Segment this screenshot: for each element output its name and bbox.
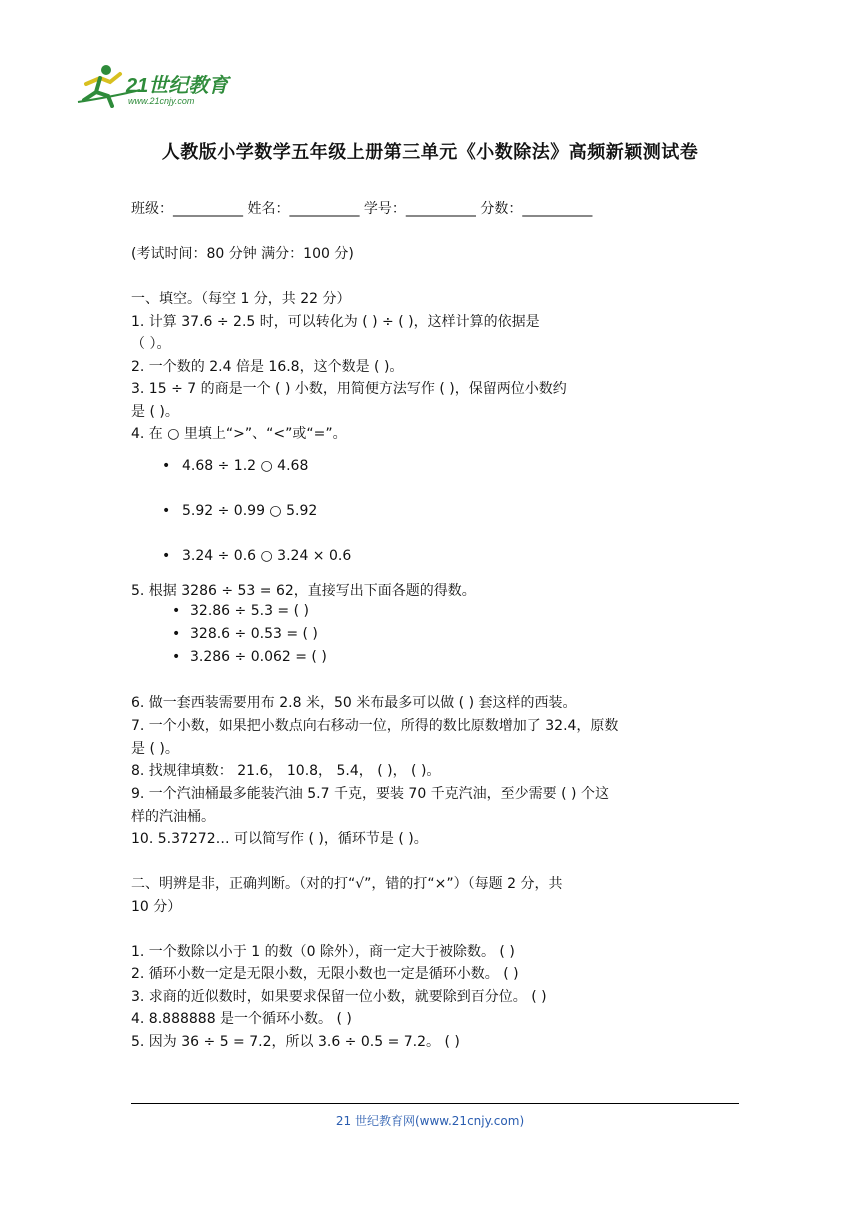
judge-item: 2. 循环小数一定是无限小数，无限小数也一定是循环小数。 ( ) [131, 966, 519, 982]
bullet-icon: • [162, 503, 171, 519]
site-logo [76, 62, 256, 108]
q1-line1: 1. 计算 37.6 ÷ 2.5 时，可以转化为 ( ) ÷ ( )，这样计算的依据是 [131, 314, 540, 330]
q4-item: • 5.92 ÷ 0.99 ○ 5.92 [162, 503, 318, 519]
q4-item: • 4.68 ÷ 1.2 ○ 4.68 [162, 458, 309, 474]
footer-link[interactable]: 21 世纪教育网(www.21cnjy.com) [335, 1114, 525, 1128]
judge-item: 3. 求商的近似数时，如果要求保留一位小数，就要除到百分位。 ( ) [131, 989, 547, 1005]
q1-line2: （ ）。 [131, 336, 171, 352]
q3-line1: 3. 15 ÷ 7 的商是一个 ( ) 小数，用简便方法写作 ( )，保留两位小数约 [131, 381, 567, 397]
q6: 6. 做一套西装需要用布 2.8 米，50 米布最多可以做 ( ) 套这样的西装。 [131, 695, 577, 711]
bullet-icon: • [162, 458, 171, 474]
q9-line1: 9. 一个汽油桶最多能装汽油 5.7 千克，要装 70 千克汽油，至少需要 ( ) 个这 [131, 786, 609, 802]
runner-logo-icon [76, 62, 256, 108]
q5-item: • 32.86 ÷ 5.3 = ( ) [172, 603, 309, 619]
logo-text: 21世纪教育 [126, 75, 229, 97]
q7-line1: 7. 一个小数，如果把小数点向右移动一位，所得的数比原数增加了 32.4，原数 [131, 718, 619, 734]
judge-item: 4. 8.888888 是一个循环小数。 ( ) [131, 1011, 352, 1027]
q4: 4. 在 ○ 里填上“>”、“<”或“=”。 [131, 426, 347, 442]
logo-url: www.21cnjy.com [128, 96, 195, 106]
exam-title: 人教版小学数学五年级上册第三单元《小数除法》高频新颖测试卷 [161, 142, 699, 163]
exam-info: (考试时间：80 分钟 满分：100 分) [131, 246, 354, 262]
q7-line2: 是 ( )。 [131, 741, 179, 757]
footer-divider [131, 1103, 739, 1104]
q9-line2: 样的汽油桶。 [131, 809, 215, 825]
judge-item: 5. 因为 36 ÷ 5 = 7.2，所以 3.6 ÷ 0.5 = 7.2。 ( ) [131, 1034, 460, 1050]
section2-heading-line2: 10 分） [131, 899, 182, 915]
q5-item: • 328.6 ÷ 0.53 = ( ) [172, 626, 318, 642]
bullet-icon: • [172, 626, 181, 642]
bullet-icon: • [172, 649, 181, 665]
bullet-icon: • [162, 548, 171, 564]
q2: 2. 一个数的 2.4 倍是 16.8，这个数是 ( )。 [131, 359, 404, 375]
q10: 10. 5.37272… 可以简写作 ( )，循环节是 ( )。 [131, 831, 428, 847]
q3-line2: 是 ( )。 [131, 404, 179, 420]
section1-heading: 一、填空。（每空 1 分，共 22 分） [131, 291, 351, 307]
q5: 5. 根据 3286 ÷ 53 = 62，直接写出下面各题的得数。 [131, 583, 476, 599]
q4-item: • 3.24 ÷ 0.6 ○ 3.24 × 0.6 [162, 548, 352, 564]
judge-item: 1. 一个数除以小于 1 的数（0 除外），商一定大于被除数。 ( ) [131, 944, 515, 960]
section2-heading-line1: 二、明辨是非，正确判断。（对的打“√”，错的打“×”）（每题 2 分，共 [131, 876, 563, 892]
student-info-line: 班级：__________ 姓名：__________ 学号：__________ 分数：__________ [131, 201, 593, 217]
q5-item: • 3.286 ÷ 0.062 = ( ) [172, 649, 327, 665]
q8: 8. 找规律填数： 21.6， 10.8， 5.4， ( )， ( )。 [131, 763, 441, 779]
bullet-icon: • [172, 603, 181, 619]
